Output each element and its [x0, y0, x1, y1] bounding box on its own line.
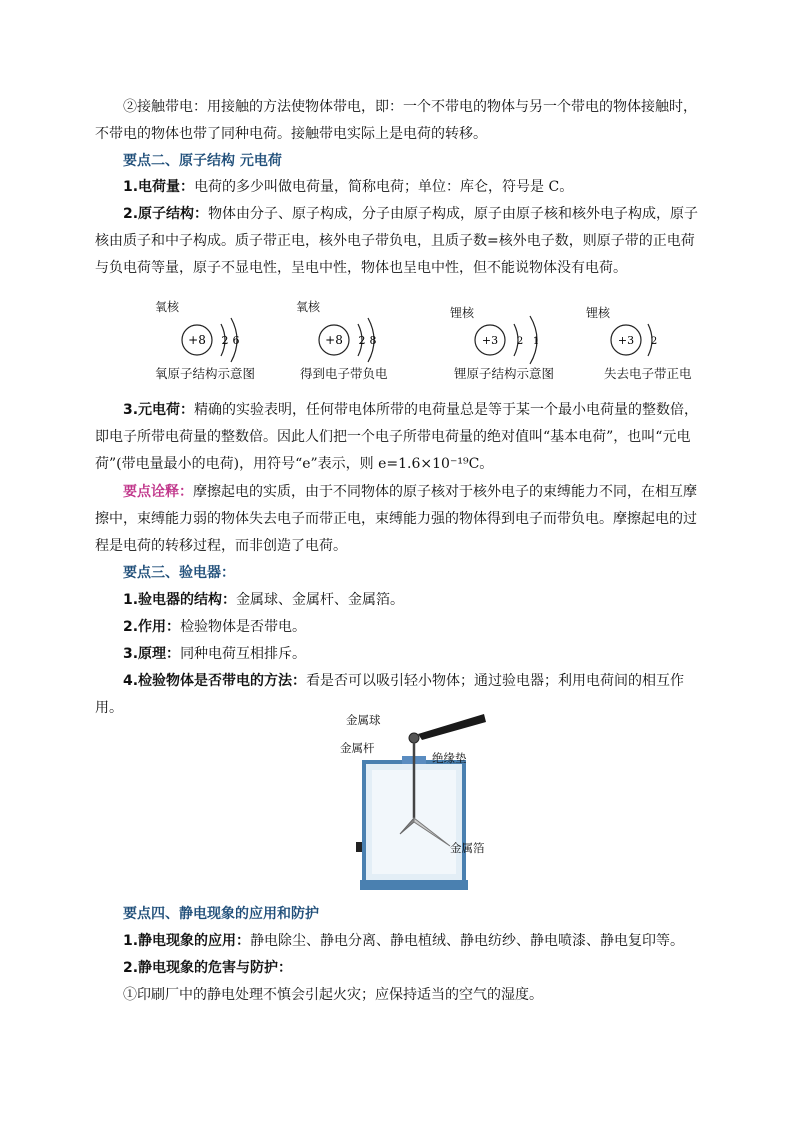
atom-label: 锂核: [586, 306, 611, 320]
electroscope-purpose-paragraph: [95, 614, 707, 641]
elementary-charge-paragraph: [95, 397, 707, 478]
electroscope-drawing: [330, 710, 490, 896]
definition: 看是否可以吸引轻小物体；通过验电器；利用电荷间的相互作用。: [95, 673, 685, 716]
definition: 金属球、金属杆、金属箔。: [236, 592, 405, 608]
nucleus-charge: +3: [617, 334, 635, 347]
term: 3.元电荷：: [123, 402, 195, 418]
nucleus-charge: +3: [481, 334, 499, 347]
label-insulating-pad: 绝缘垫: [432, 751, 467, 765]
definition: 精确的实验表明，任何带电体所带的电荷量总是等于某一个最小电荷量的整数倍，即电子所带电荷量的整数倍。因此人们把一个电子所带电荷量的绝对值叫“基本电荷”，也叫“元电荷”(带电量最小的电荷)，用符号“e”表示，则 e=1.6×10⁻¹⁹C。: [95, 402, 699, 472]
definition: 摩擦起电的实质，由于不同物体的原子核对于核外电子的束缚能力不同，在相互摩擦中，束缚能力弱的物体失去电子而带正电，束缚能力强的物体得到电子而带负电。摩擦起电的过程是电荷的转移过程，而非创造了电荷。: [95, 484, 697, 554]
definition: 电荷的多少叫做电荷量，简称电荷；单位：库仑，符号是 C。: [194, 179, 574, 195]
electroscope-structure-paragraph: [95, 587, 707, 614]
shell-electrons-1: 2: [358, 334, 366, 347]
contact-charging-paragraph: ②接触带电：用接触的方法使物体带电，即：一个不带电的物体与另一个带电的物体接触时，不带电的物体也带了同种电荷。接触带电实际上是电荷的转移。: [95, 99, 697, 142]
term: 2.静电现象的危害与防护：: [123, 960, 293, 976]
atom-label: 锂核: [450, 306, 475, 320]
term: 1.电荷量：: [123, 179, 195, 195]
static-hazard-item-1: ①印刷厂中的静电处理不慎会引起火灾；应保持适当的空气的湿度。: [123, 987, 543, 1003]
charge-quantity-paragraph: [95, 174, 707, 201]
term: 4.检验物体是否带电的方法：: [123, 673, 307, 689]
highlight-term: 要点诠释：: [123, 484, 193, 500]
atom-label: 氧核: [155, 300, 180, 314]
shell-electrons-2: 1: [532, 336, 540, 347]
electroscope-principle-paragraph: [95, 641, 707, 668]
label-metal-rod: 金属杆: [340, 741, 375, 755]
key-explanation-paragraph: [95, 479, 707, 560]
term: 1.验电器的结构：: [123, 592, 237, 608]
atom-caption: 氧原子结构示意图: [155, 366, 256, 381]
section-heading-2: 要点二、原子结构 元电荷: [123, 153, 282, 169]
section-heading-3: 要点三、验电器：: [123, 565, 235, 581]
static-hazards-heading: [95, 955, 707, 982]
electroscope-illustration: [330, 710, 490, 896]
atom-structure-paragraph: [95, 201, 707, 282]
shell-electrons-2: 6: [232, 334, 240, 347]
atom-caption: 锂原子结构示意图: [454, 366, 555, 381]
term: 1.静电现象的应用：: [123, 933, 251, 949]
term: 3.原理：: [123, 646, 181, 662]
shell-electrons-2: 8: [369, 334, 377, 347]
shell-electrons-1: 2: [516, 336, 524, 347]
shell-electrons-1: 2: [221, 334, 229, 347]
atom-caption: 得到电子带负电: [300, 366, 388, 381]
label-metal-ball: 金属球: [346, 713, 381, 727]
definition: 检验物体是否带电。: [180, 619, 307, 635]
term: 2.原子结构：: [123, 206, 209, 222]
nucleus-charge: +8: [188, 333, 206, 347]
definition: 静电除尘、静电分离、静电植绒、静电纺纱、静电喷漆、静电复印等。: [250, 933, 685, 949]
section-heading-4: 要点四、静电现象的应用和防护: [123, 906, 319, 922]
static-applications-paragraph: [95, 928, 707, 955]
definition: 物体由分子、原子构成，分子由原子构成，原子由原子核和核外电子构成，原子核由质子和中子构成。质子带正电，核外电子带负电，且质子数=核外电子数，则原子带的正电荷与负电荷等量，原子不显电性，呈电中性，物体也呈电中性，但不能说物体没有电荷。: [95, 206, 699, 276]
nucleus-charge: +8: [325, 333, 343, 347]
definition: 同种电荷互相排斥。: [180, 646, 307, 662]
shell-electrons-1: 2: [650, 336, 658, 347]
label-metal-foil: 金属箔: [450, 841, 485, 855]
atom-label: 氧核: [296, 300, 321, 314]
atom-caption: 失去电子带正电: [604, 366, 692, 381]
term: 2.作用：: [123, 619, 181, 635]
